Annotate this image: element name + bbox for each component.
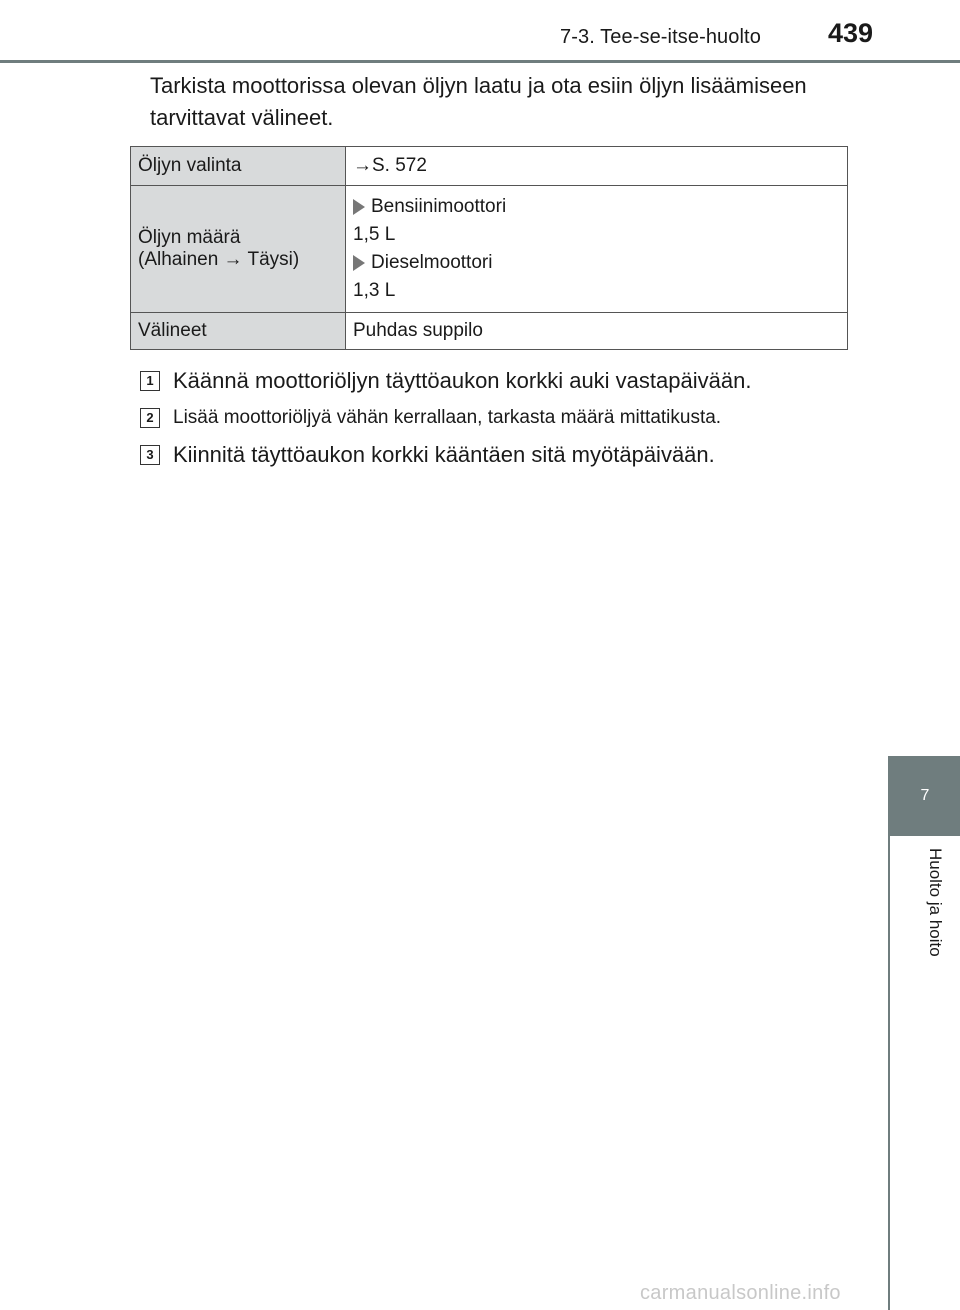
page-number: 439: [828, 18, 874, 48]
intro-paragraph: Tarkista moottorissa olevan öljyn laatu ja ota esiin öljyn lisäämiseen tarvittavat välineet.: [150, 73, 807, 130]
chapter-label: Huolto ja hoito: [926, 848, 945, 957]
step-list: [140, 362, 880, 473]
petrol-heading: [353, 193, 847, 221]
table-row: [131, 313, 848, 350]
section-title: 7-3. Tee-se-itse-huolto: [560, 26, 761, 48]
table-key: Välineet: [131, 313, 346, 350]
step-text: Käännä moottoriöljyn täyttöaukon korkki auki vastapäivään.: [173, 367, 752, 393]
triangle-bullet-icon: [353, 255, 365, 271]
table-key-line: Öljyn määrä: [138, 227, 241, 248]
step-item: [140, 362, 880, 399]
petrol-value: 1,5 L: [353, 224, 396, 245]
header-divider: [0, 60, 960, 63]
step-item: [140, 399, 880, 436]
table-key: [131, 186, 346, 313]
chapter-tab: 7: [890, 756, 960, 836]
table-value: →S. 572: [346, 147, 848, 186]
table-key: Öljyn valinta: [131, 147, 346, 186]
watermark: carmanualsonline.info: [640, 1282, 841, 1304]
table-key-line: (Alhainen → Täysi): [138, 249, 300, 270]
table-value: Puhdas suppilo: [346, 313, 848, 350]
step-number-badge: 2: [140, 408, 160, 428]
step-item: [140, 436, 880, 473]
triangle-bullet-icon: [353, 199, 365, 215]
petrol-label: Bensiinimoottori: [371, 196, 507, 217]
oil-spec-table: [130, 146, 848, 350]
step-number-badge: 3: [140, 445, 160, 465]
step-number-badge: 1: [140, 371, 160, 391]
diesel-heading: [353, 249, 847, 277]
diesel-label: Dieselmoottori: [371, 252, 493, 273]
table-row: [131, 147, 848, 186]
step-text: Kiinnitä täyttöaukon korkki kääntäen sitä myötäpäivään.: [173, 441, 715, 467]
table-value: [346, 186, 848, 313]
diesel-value: 1,3 L: [353, 280, 396, 301]
step-text: Lisää moottoriöljyä vähän kerrallaan, tarkasta määrä mittatikusta.: [173, 406, 722, 428]
table-row: [131, 186, 848, 313]
